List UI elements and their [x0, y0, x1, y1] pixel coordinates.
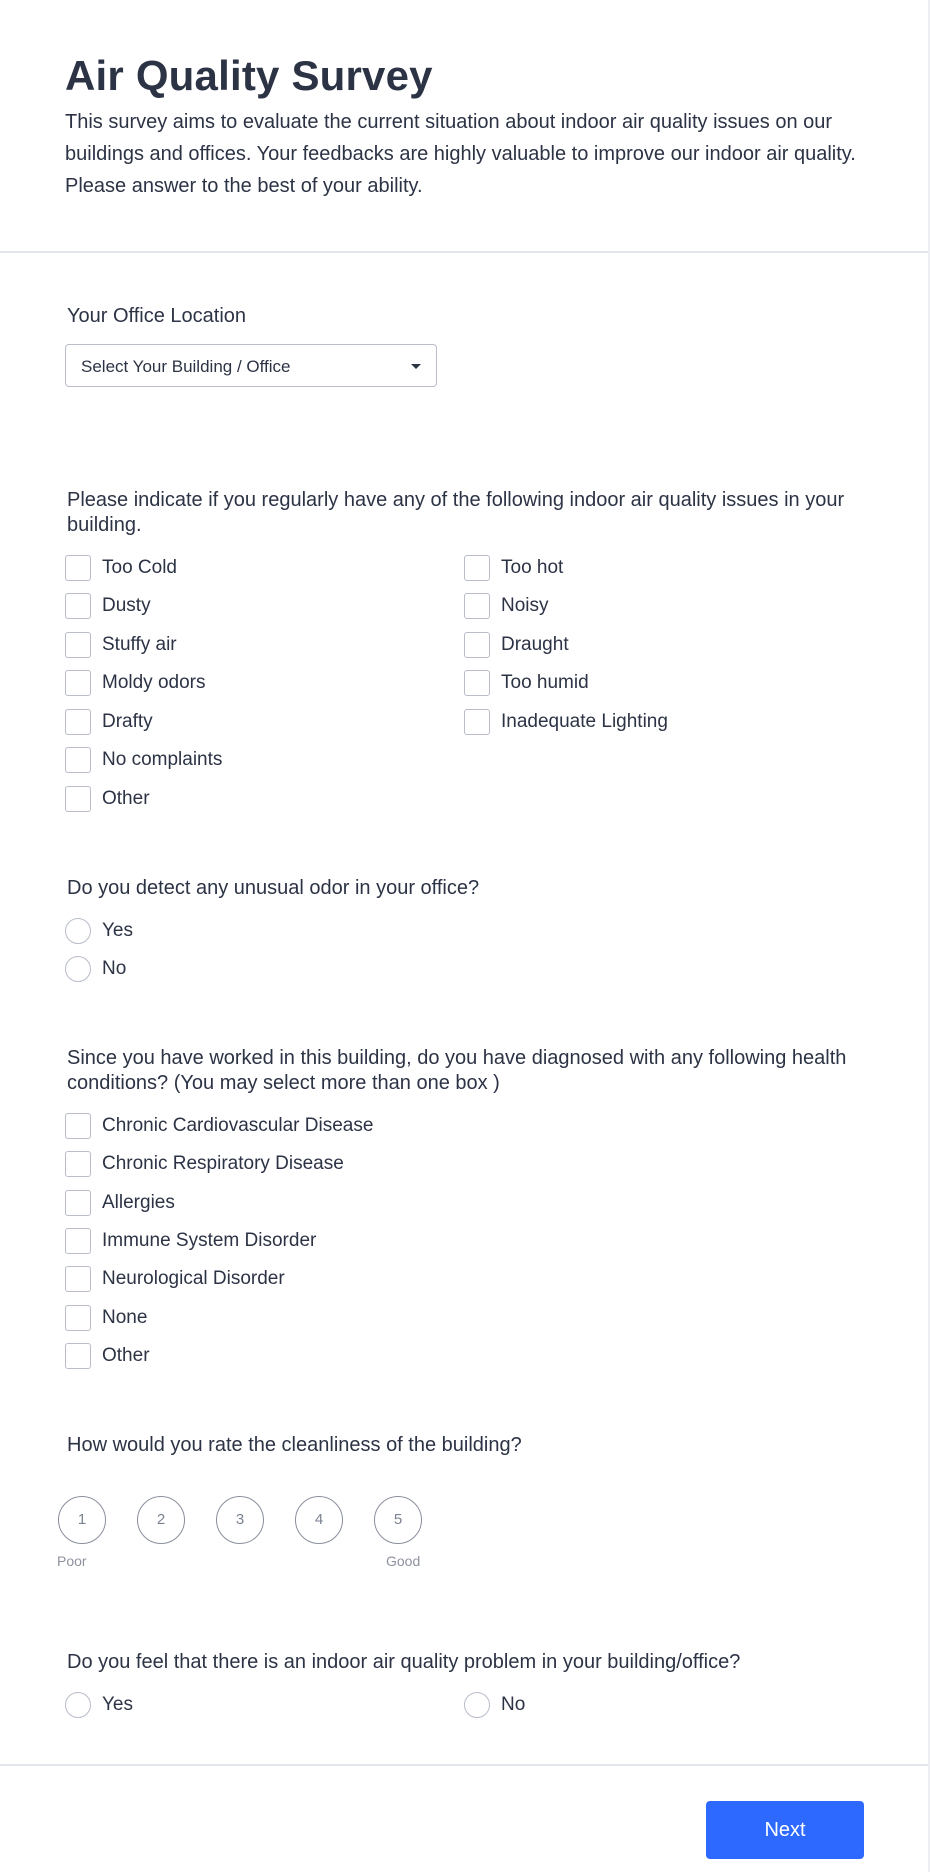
option-label: No	[501, 1694, 526, 1715]
radio-button[interactable]	[65, 1692, 91, 1718]
option-label: Dusty	[102, 595, 151, 616]
page-title: Air Quality Survey	[65, 52, 433, 99]
option-label: Other	[102, 788, 150, 809]
option-label: No	[102, 958, 127, 979]
checkbox[interactable]	[464, 709, 490, 735]
option-label: Moldy odors	[102, 672, 206, 693]
radio-button[interactable]	[65, 918, 91, 944]
survey-description: This survey aims to evaluate the current situation about indoor air quality issues on our buildings and offices. Your feedbacks are highly valuable to improve our indoor air quality. Please answer to the best of your ability.	[65, 111, 856, 197]
option-label: No complaints	[102, 749, 223, 770]
location-label: Your Office Location	[67, 305, 247, 327]
checkbox[interactable]	[464, 632, 490, 658]
checkbox[interactable]	[65, 1113, 91, 1139]
option-label: Too hot	[501, 557, 564, 578]
checkbox[interactable]	[65, 670, 91, 696]
option-label: Chronic Respiratory Disease	[102, 1153, 344, 1174]
next-button[interactable]: Next	[706, 1801, 864, 1859]
rating-value: 1	[77, 1511, 87, 1528]
checkbox[interactable]	[65, 747, 91, 773]
radio-button[interactable]	[464, 1692, 490, 1718]
rating-value: 3	[235, 1511, 245, 1528]
checkbox[interactable]	[65, 1266, 91, 1292]
checkbox[interactable]	[65, 593, 91, 619]
checkbox[interactable]	[464, 555, 490, 581]
option-label: Drafty	[102, 711, 153, 732]
checkbox[interactable]	[65, 555, 91, 581]
office-location-value: Select Your Building / Office	[81, 357, 291, 376]
rating-option-5[interactable]	[374, 1496, 422, 1544]
issues-question: Please indicate if you regularly have any of the following indoor air quality issues in your building.	[67, 489, 845, 536]
option-label: Inadequate Lighting	[501, 711, 668, 732]
checkbox[interactable]	[65, 1151, 91, 1177]
rating-value: 5	[393, 1511, 403, 1528]
option-label: Draught	[501, 634, 569, 655]
checkbox[interactable]	[65, 1305, 91, 1331]
rating-high-label: Good	[386, 1553, 421, 1569]
problem-question: Do you feel that there is an indoor air quality problem in your building/office?	[67, 1651, 741, 1673]
option-label: Yes	[102, 1694, 133, 1715]
option-label: Stuffy air	[102, 634, 177, 655]
option-label: Noisy	[501, 595, 549, 616]
option-label: Immune System Disorder	[102, 1230, 317, 1251]
odor-question: Do you detect any unusual odor in your office?	[67, 877, 480, 899]
rating-low-label: Poor	[57, 1553, 87, 1569]
checkbox[interactable]	[464, 593, 490, 619]
rating-value: 4	[314, 1511, 324, 1528]
health-question: Since you have worked in this building, do you have diagnosed with any following health conditions? (You may select more than one box )	[67, 1047, 847, 1094]
header-divider	[0, 251, 928, 253]
rating-option-2[interactable]	[137, 1496, 185, 1544]
radio-button[interactable]	[65, 956, 91, 982]
option-label: Allergies	[102, 1192, 175, 1213]
office-location-select[interactable]	[65, 344, 437, 387]
rating-option-3[interactable]	[216, 1496, 264, 1544]
checkbox[interactable]	[65, 1228, 91, 1254]
checkbox[interactable]	[65, 1190, 91, 1216]
checkbox[interactable]	[65, 1343, 91, 1369]
option-label: Other	[102, 1345, 150, 1366]
option-label: Too humid	[501, 672, 589, 693]
rating-value: 2	[156, 1511, 166, 1528]
chevron-down-icon	[411, 364, 421, 369]
option-label: Yes	[102, 920, 133, 941]
rating-option-1[interactable]	[58, 1496, 106, 1544]
option-label: Chronic Cardiovascular Disease	[102, 1115, 374, 1136]
checkbox[interactable]	[65, 786, 91, 812]
option-label: Too Cold	[102, 557, 177, 578]
checkbox[interactable]	[464, 670, 490, 696]
option-label: None	[102, 1307, 148, 1328]
rating-option-4[interactable]	[295, 1496, 343, 1544]
option-label: Neurological Disorder	[102, 1268, 285, 1289]
checkbox[interactable]	[65, 632, 91, 658]
footer-divider	[0, 1764, 928, 1766]
cleanliness-question: How would you rate the cleanliness of the building?	[67, 1434, 522, 1456]
checkbox[interactable]	[65, 709, 91, 735]
